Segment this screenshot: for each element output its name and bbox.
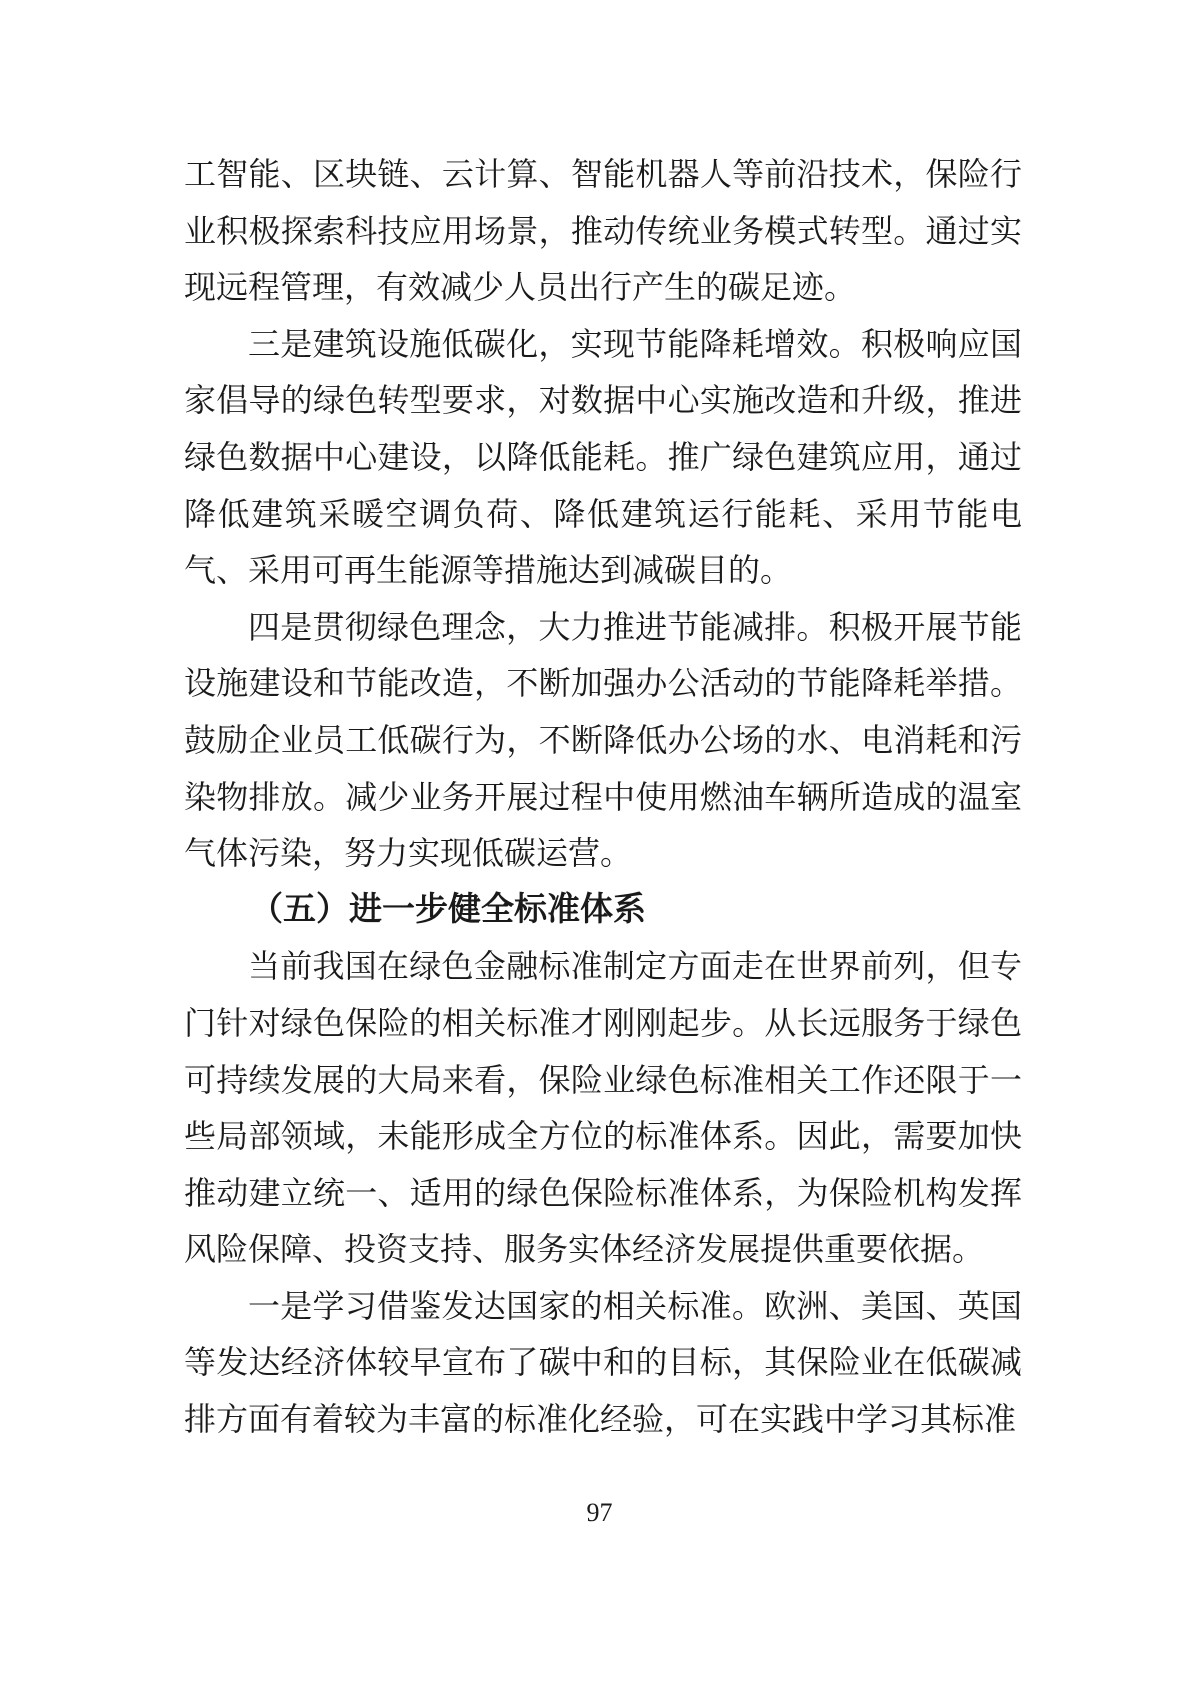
section-heading-five: （五）进一步健全标准体系 <box>250 891 646 928</box>
page-number: 97 <box>586 1498 613 1527</box>
text-column <box>184 146 1022 1448</box>
body-paragraph-point-four: 四是贯彻绿色理念，大力推进节能减排。积极开展节能设施建设和节能改造，不断加强办公活动的节能降耗举措。鼓励企业员工低碳行为，不断降低办公场的水、电消耗和污染物排放。减少业务开展过程中使用燃油车辆所造成的温室气体污染，努力实现低碳运营。 <box>184 608 1022 872</box>
body-paragraph-continuation: 工智能、区块链、云计算、智能机器人等前沿技术，保险行业积极探索科技应用场景，推动传统业务模式转型。通过实现远程管理，有效减少人员出行产生的碳足迹。 <box>184 156 1022 306</box>
body-paragraph-point-three: 三是建筑设施低碳化，实现节能降耗增效。积极响应国家倡导的绿色转型要求，对数据中心实施改造和升级，推进绿色数据中心建设，以降低能耗。推广绿色建筑应用，通过降低建筑采暖空调负荷、降低建筑运行能耗、采用节能电气、采用可再生能源等措施达到减碳目的。 <box>184 325 1022 589</box>
body-paragraph-standards-overview: 当前我国在绿色金融标准制定方面走在世界前列，但专门针对绿色保险的相关标准才刚刚起步。从长远服务于绿色可持续发展的大局来看，保险业绿色标准相关工作还限于一些局部领域，未能形成全方位的标准体系。因此，需要加快推动建立统一、适用的绿色保险标准体系，为保险机构发挥风险保障、投资支持、服务实体经济发展提供重要依据。 <box>184 948 1022 1268</box>
body-paragraph-point-one-learn-standards: 一是学习借鉴发达国家的相关标准。欧洲、美国、英国等发达经济体较早宣布了碳中和的目标，其保险业在低碳减排方面有着较为丰富的标准化经验，可在实践中学习其标准 <box>184 1287 1022 1438</box>
